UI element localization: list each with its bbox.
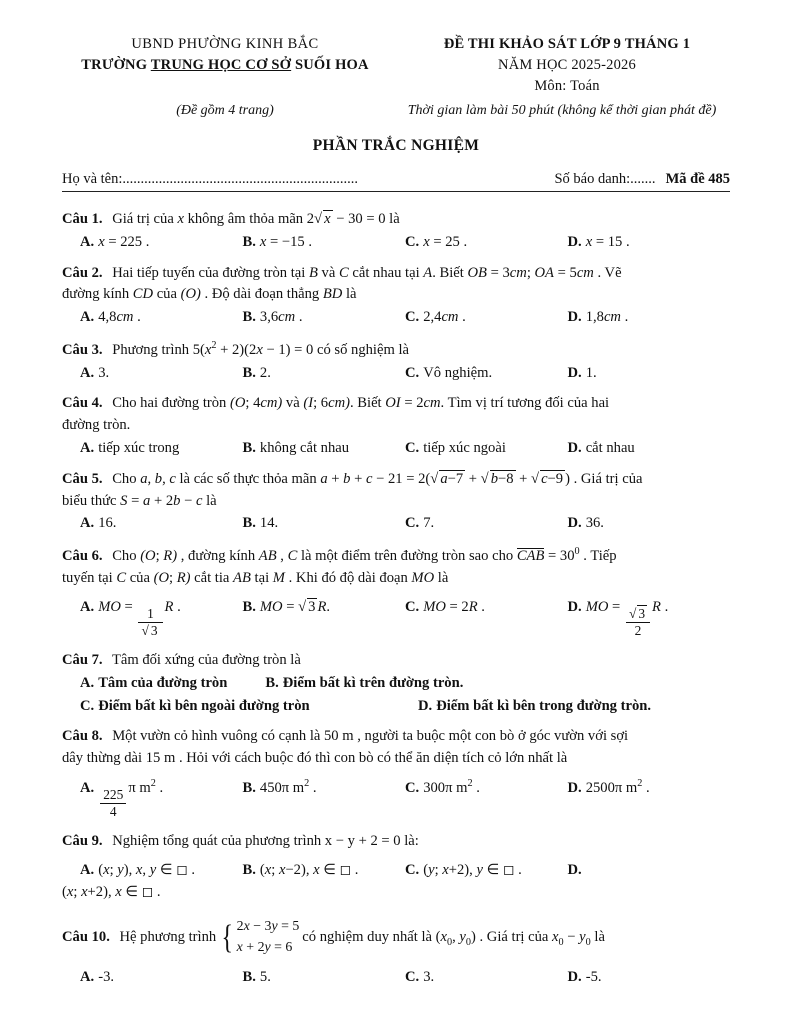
- question-2-stem-line2: đường kính CD của (O) . Độ dài đoạn thẳng BD là: [62, 286, 357, 303]
- question-6-stem-line2: tuyến tại C của (O; R) cắt tia AB tại M . Khi đó độ dài đoạn MO là: [62, 569, 449, 586]
- question-4: [62, 393, 730, 459]
- option-10-D[interactable]: D. -5.: [567, 968, 602, 985]
- question-8-label: Câu 8.: [62, 728, 103, 745]
- system-row-2: x + 2y = 6: [236, 939, 293, 955]
- question-5: [62, 469, 730, 535]
- duration-note: Thời gian làm bài 50 phút (không kể thời gian phát đề): [407, 103, 717, 119]
- questions-container: [0, 192, 792, 988]
- question-2-stem: Câu 2. Hai tiếp tuyến của đường tròn tại B và C cắt nhau tại A. Biết OB = 3cm; OA = 5cm . Vẽ: [62, 264, 622, 281]
- question-10-stem: Câu 10. Hệ phương trình { 2x − 3y = 5 x + 2y = 6 có nghiệm duy nhất là ($x_0$, $y_0$) . Giá trị của $x_0 - y_0$ là: [62, 917, 605, 956]
- question-10-options: [62, 966, 730, 989]
- option-9-A[interactable]: A. (x; y), x, y ∈ ◻ .: [80, 861, 196, 878]
- question-4-stem: Câu 4. Cho hai đường tròn (O; 4cm) và (I; 6cm). Biết OI = 2cm. Tìm vị trí tương đối của hai: [62, 395, 610, 412]
- question-1-label: Câu 1.: [62, 211, 103, 228]
- question-7: [62, 650, 730, 717]
- option-10-B[interactable]: B. 5.: [242, 968, 271, 985]
- option-5-A[interactable]: A. 16.: [80, 515, 117, 532]
- question-9-option-D-continuation[interactable]: (x; x+2), x ∈ ◻ .: [62, 883, 161, 900]
- option-3-A[interactable]: A. 3.: [80, 364, 110, 381]
- option-7-D[interactable]: D. Điểm bất kì bên trong đường tròn.: [418, 697, 652, 714]
- question-5-stem: Câu 5. Cho a, b, c là các số thực thỏa mãn a + b + c − 21 = 2(√ a−7 + √ b−8 + √ c−9 ) . Giá trị của: [62, 470, 643, 487]
- system-row-1: 2x − 3y = 5: [236, 919, 300, 935]
- question-9-label: Câu 9.: [62, 833, 103, 850]
- subheader: [0, 97, 792, 119]
- question-8-options: [62, 776, 730, 819]
- option-8-B[interactable]: B. 450π $m^2$ .: [242, 777, 317, 796]
- question-3-options: [62, 362, 730, 385]
- option-8-C[interactable]: C. 300π $m^2$ .: [405, 777, 480, 796]
- question-8-stem: Câu 8. Một vườn cỏ hình vuông có cạnh là 50 m , người ta buộc một con bò ở góc vườn với sợi: [62, 728, 629, 745]
- question-1-stem: Câu 1. Giá trị của x không âm thỏa mãn 2√ x − 30 = 0 là: [62, 211, 400, 228]
- question-3-label: Câu 3.: [62, 341, 103, 358]
- question-6: [62, 544, 730, 638]
- question-6-options: [62, 596, 730, 638]
- name-field-label[interactable]: Họ và tên:.................................................................: [62, 171, 359, 188]
- question-7-options-row1: [62, 672, 730, 695]
- option-1-A[interactable]: A. x = 225 .: [80, 233, 150, 250]
- question-6-label: Câu 6.: [62, 547, 103, 564]
- question-4-options: [62, 437, 730, 460]
- exam-code-label: Mã đề 485: [665, 171, 730, 188]
- school-year: NĂM HỌC 2025-2026: [498, 57, 636, 74]
- question-7-options-row2: [62, 695, 730, 718]
- question-5-options: [62, 512, 730, 535]
- option-5-B[interactable]: B. 14.: [242, 515, 279, 532]
- question-9-options: [62, 859, 730, 882]
- option-4-D[interactable]: D. cắt nhau: [567, 440, 635, 457]
- question-4-label: Câu 4.: [62, 395, 103, 412]
- question-9: [62, 831, 730, 903]
- question-9-stem: Câu 9. Nghiệm tổng quát của phương trình x − y + 2 = 0 là:: [62, 833, 419, 850]
- option-2-A[interactable]: A. 4,8cm .: [80, 309, 141, 326]
- exam-title-block: [402, 34, 732, 97]
- option-2-C[interactable]: C. 2,4cm .: [405, 309, 466, 326]
- option-9-C[interactable]: C. (y; x+2), y ∈ ◻ .: [405, 861, 522, 878]
- option-6-C[interactable]: C. MO = 2R .: [405, 598, 485, 615]
- exam-title: ĐỀ THI KHẢO SÁT LỚP 9 THÁNG 1: [443, 36, 691, 52]
- question-10-label: Câu 10.: [62, 928, 110, 945]
- question-10: [62, 917, 730, 988]
- option-4-A[interactable]: A. tiếp xúc trong: [80, 440, 180, 457]
- school-line: TRƯỜNG TRUNG HỌC CƠ SỞ SUỐI HOA: [81, 57, 369, 74]
- option-10-C[interactable]: C. 3.: [405, 968, 435, 985]
- option-9-B[interactable]: B. (x; x−2), x ∈ ◻ .: [242, 861, 359, 878]
- option-6-A[interactable]: A. MO = $\frac{1}{√ 3}$ R .: [80, 598, 181, 638]
- question-7-label: Câu 7.: [62, 652, 103, 668]
- question-8-stem-line2: dây thừng dài 15 m . Hỏi với cách buộc đó thì con bò có thể ăn diện tích cỏ lớn nhất là: [62, 750, 568, 766]
- option-3-C[interactable]: C. Vô nghiệm.: [405, 364, 493, 381]
- question-5-label: Câu 5.: [62, 470, 103, 487]
- option-3-D[interactable]: D. 1.: [567, 364, 597, 381]
- option-1-D[interactable]: D. x = 15 .: [567, 233, 630, 250]
- option-7-B[interactable]: B. Điểm bất kì trên đường tròn.: [265, 674, 464, 691]
- option-7-A[interactable]: A. Tâm của đường tròn: [80, 674, 228, 691]
- question-5-stem-line2: biểu thức S = a + 2b − c là: [62, 492, 217, 509]
- question-1-options: [62, 231, 730, 254]
- option-1-C[interactable]: C. x = 25 .: [405, 233, 468, 250]
- option-9-D[interactable]: D.: [567, 861, 582, 878]
- section-title: PHẦN TRẮC NGHIỆM: [312, 137, 480, 155]
- system-brace: { 2x − 3y = 5 x + 2y = 6: [221, 917, 300, 956]
- question-3: [62, 338, 730, 384]
- option-2-D[interactable]: D. 1,8cm .: [567, 309, 629, 326]
- subject: Môn: Toán: [534, 78, 600, 95]
- pages-note: (Đề gồm 4 trang): [176, 103, 274, 119]
- option-8-A[interactable]: A. $\frac{225}{4}$ π $m^2$ .: [80, 777, 164, 819]
- option-8-D[interactable]: D. 2500π $m^2$ .: [567, 777, 650, 796]
- option-1-B[interactable]: B. x = −15 .: [242, 233, 313, 250]
- question-2: [62, 263, 730, 329]
- question-6-stem: Câu 6. Cho (O; R) , đường kính AB , C là một điểm trên đường tròn sao cho CAB = $30^0$ . Tiếp: [62, 546, 617, 564]
- option-4-C[interactable]: C. tiếp xúc ngoài: [405, 440, 506, 457]
- document-header: [0, 0, 792, 97]
- option-7-C[interactable]: C. Điểm bất kì bên ngoài đường tròn: [80, 697, 310, 714]
- question-1: [62, 209, 730, 254]
- option-10-A[interactable]: A. -3.: [80, 968, 115, 985]
- option-6-D[interactable]: D. MO = $\frac{√ 3}{2}$ R .: [567, 598, 669, 638]
- question-3-stem: Câu 3. Phương trình $5(x^2 + 2)(2x - 1) = 0$ có số nghiệm là: [62, 339, 409, 358]
- candidate-number-label[interactable]: Số báo danh:.......: [554, 171, 656, 188]
- school-block: [60, 34, 390, 97]
- question-2-options: [62, 306, 730, 329]
- option-2-B[interactable]: B. 3,6cm .: [242, 309, 303, 326]
- option-3-B[interactable]: B. 2.: [242, 364, 271, 381]
- authority-line: UBND PHƯỜNG KINH BẮC: [131, 36, 319, 52]
- option-5-D[interactable]: D. 36.: [567, 515, 604, 532]
- question-7-stem: Câu 7. Tâm đối xứng của đường tròn là: [62, 652, 301, 668]
- question-8: [62, 726, 730, 819]
- option-6-B[interactable]: B. MO = √ 3 R.: [242, 598, 331, 615]
- question-2-label: Câu 2.: [62, 264, 103, 281]
- candidate-info-row: [62, 171, 730, 192]
- question-4-stem-line2: đường tròn.: [62, 417, 131, 434]
- option-4-B[interactable]: B. không cắt nhau: [242, 440, 350, 457]
- option-5-C[interactable]: C. 7.: [405, 515, 435, 532]
